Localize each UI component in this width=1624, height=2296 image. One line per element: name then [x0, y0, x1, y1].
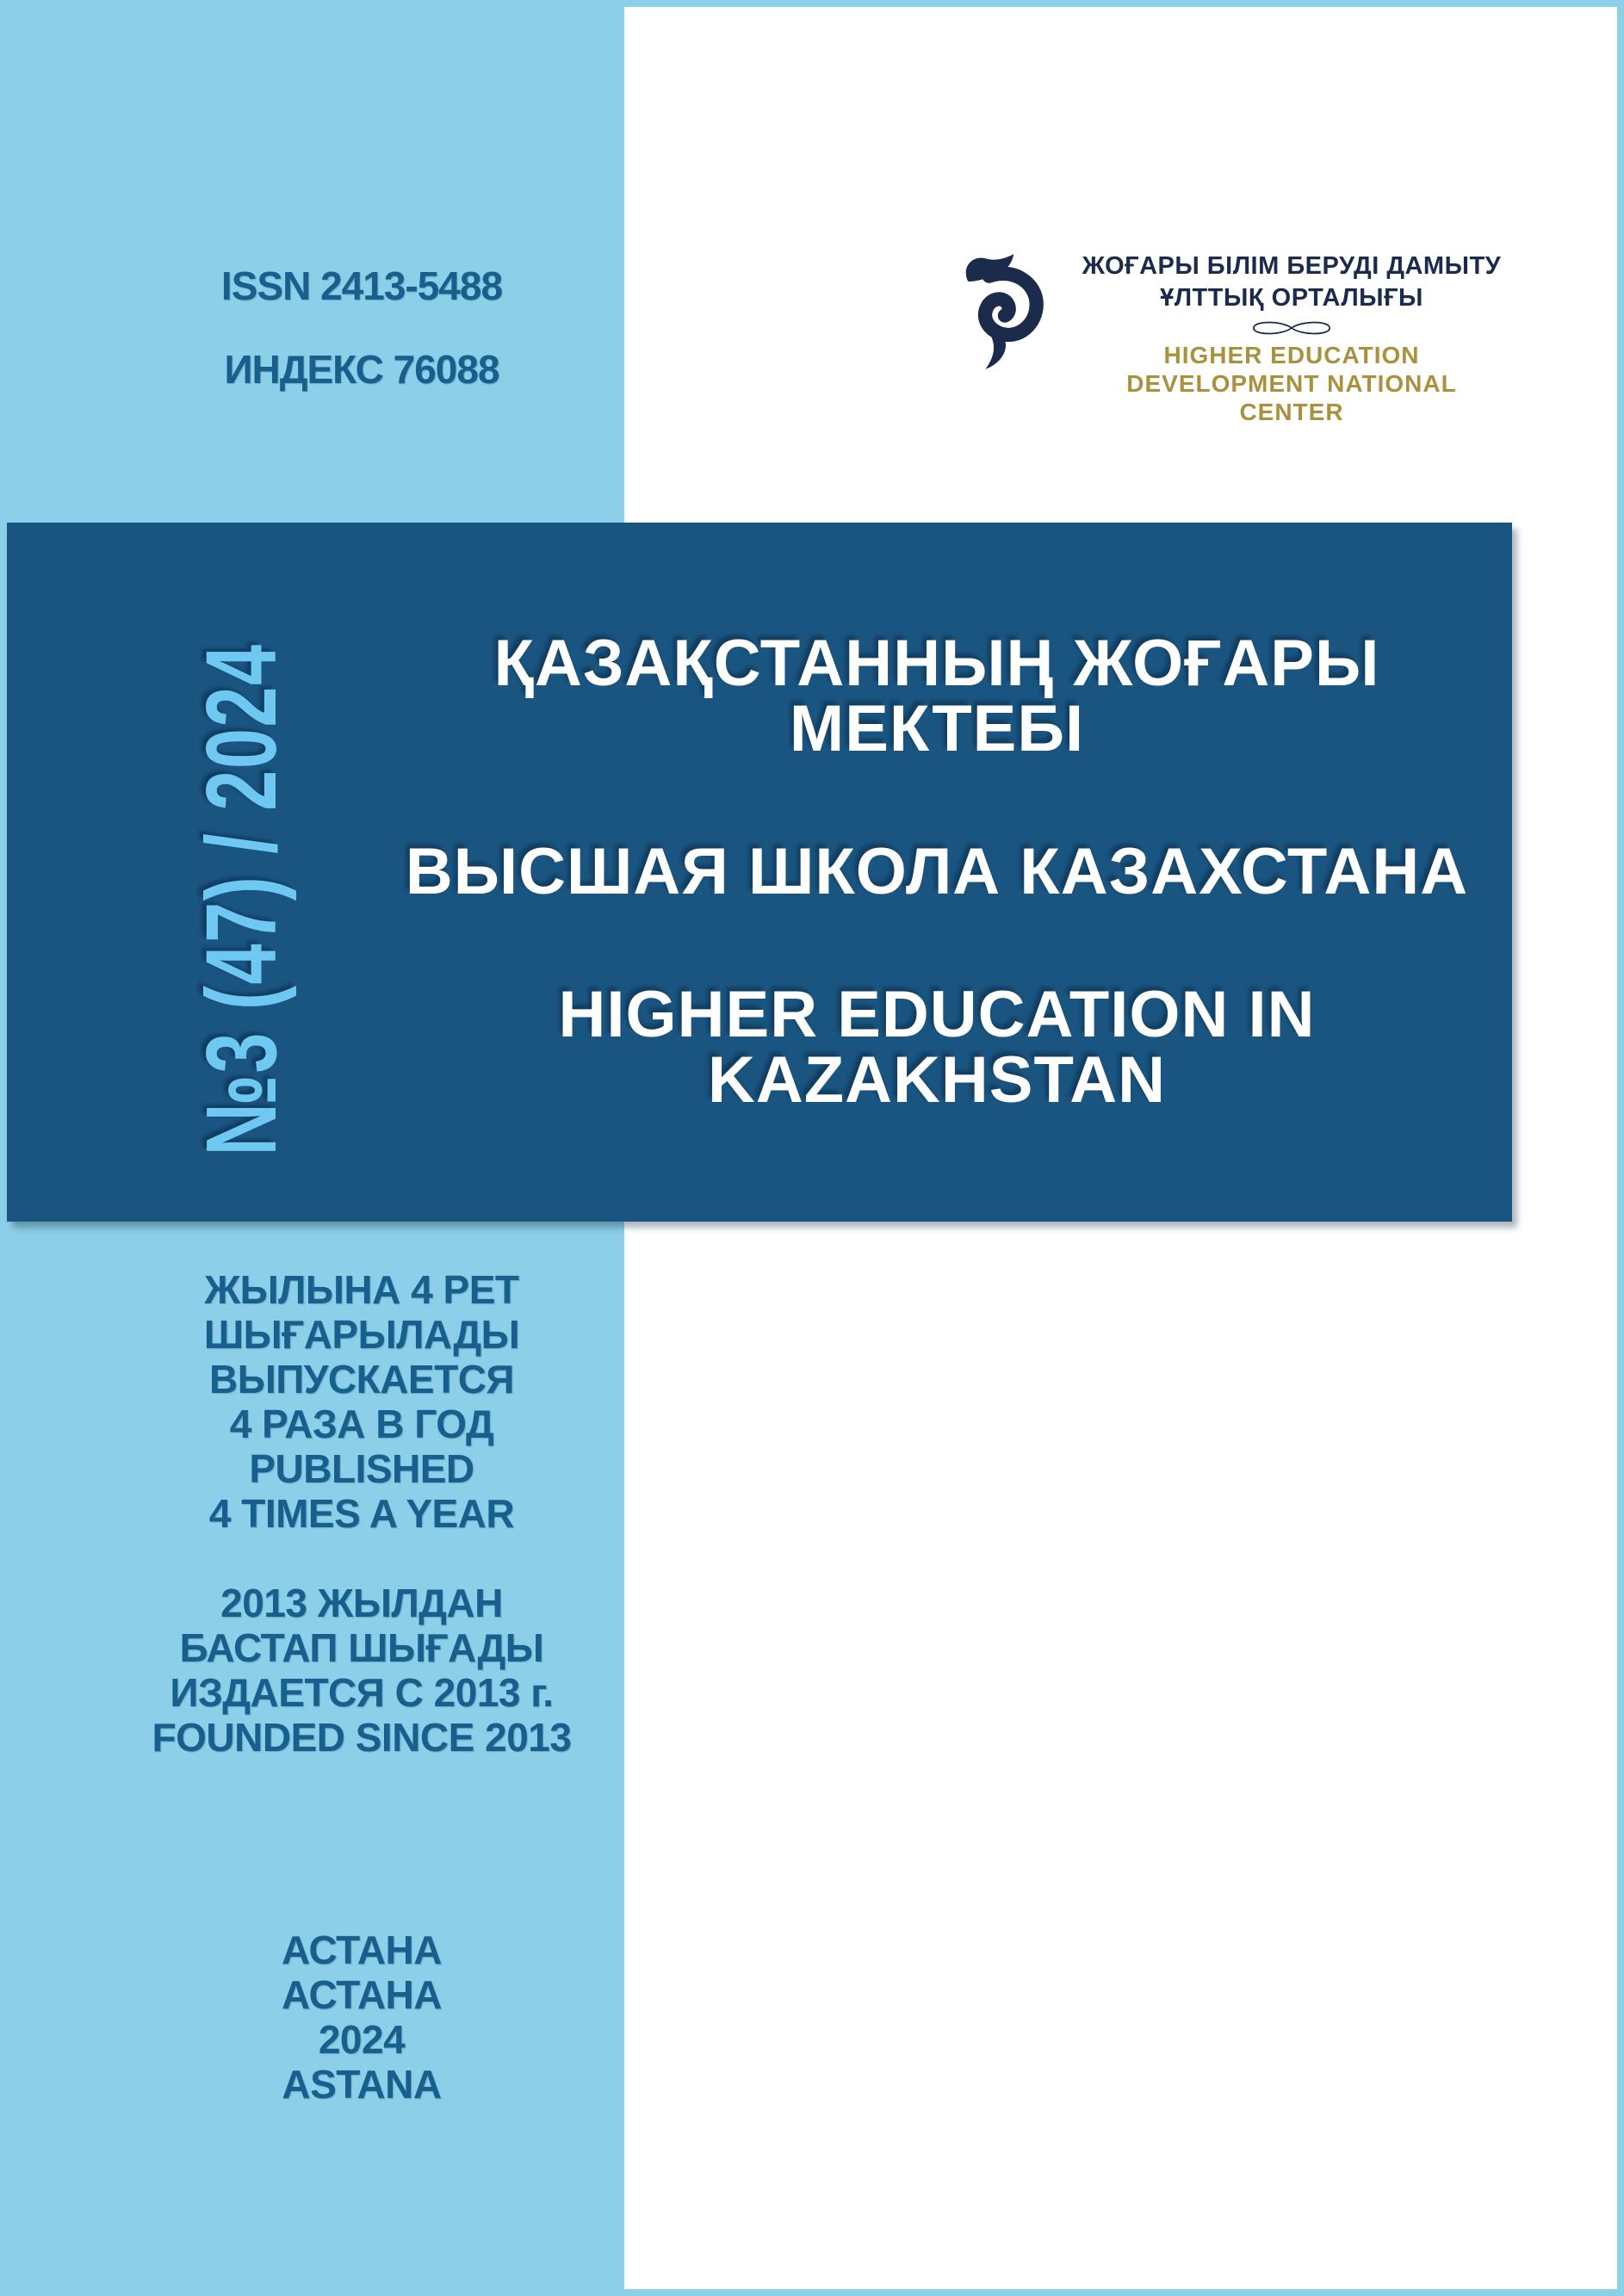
issue-number: №3 (47) / 2024	[185, 643, 297, 1156]
frequency-line: 4 РАЗА В ГОД	[229, 1402, 494, 1446]
issn-text: ISSN 2413-5488	[220, 263, 503, 308]
frequency-line: PUBLISHED	[249, 1446, 474, 1491]
publisher-name-kk-line1: ЖОҒАРЫ БІЛІМ БЕРУДІ ДАМЫТУ	[1082, 252, 1502, 280]
journal-title-line: ҚАЗАҚСТАННЫҢ ЖОҒАРЫ МЕКТЕБІ	[493, 627, 1380, 765]
founded-line: ИЗДАЕТСЯ С 2013 г.	[170, 1670, 554, 1715]
frequency-block	[52, 1267, 672, 1536]
founded-line: FOUNDED SINCE 2013	[152, 1715, 572, 1760]
publisher-logo-bird-icon	[963, 253, 1051, 372]
publisher-logo-text	[1076, 251, 1507, 426]
imprint-line: АСТАНА	[281, 1972, 442, 2017]
founded-block	[52, 1581, 672, 1760]
imprint-line: АСТАНА	[281, 1928, 442, 1972]
imprint-line: 2024	[318, 2017, 406, 2062]
founded-line: БАСТАП ШЫҒАДЫ	[179, 1625, 544, 1670]
journal-title-line: HIGHER EDUCATION IN KAZAKHSTAN	[558, 978, 1316, 1117]
frequency-line: 4 TIMES A YEAR	[208, 1491, 515, 1536]
imprint-block	[52, 1928, 672, 2107]
imprint-line: ASTANA	[282, 2062, 442, 2107]
publisher-name-en-line2: DEVELOPMENT NATIONAL CENTER	[1126, 370, 1472, 425]
index-text: ИНДЕКС 76088	[224, 347, 499, 392]
frequency-line: ВЫПУСКАЕТСЯ	[208, 1357, 514, 1402]
journal-title-line: ВЫСШАЯ ШКОЛА КАЗАХСТАНА	[405, 835, 1469, 908]
publisher-name-kk-line2: ҰЛТТЫҚ ОРТАЛЫҒЫ	[1160, 284, 1423, 312]
journal-title-block	[362, 523, 1512, 1222]
frequency-line: ШЫҒАРЫЛАДЫ	[203, 1312, 520, 1357]
infinity-ornament-icon	[1236, 317, 1348, 339]
publisher-name-en-line1: HIGHER EDUCATION	[1163, 342, 1420, 368]
frequency-line: ЖЫЛЫНА 4 РЕТ	[204, 1267, 519, 1312]
issn-index-block	[52, 263, 672, 430]
founded-line: 2013 ЖЫЛДАН	[220, 1581, 503, 1625]
